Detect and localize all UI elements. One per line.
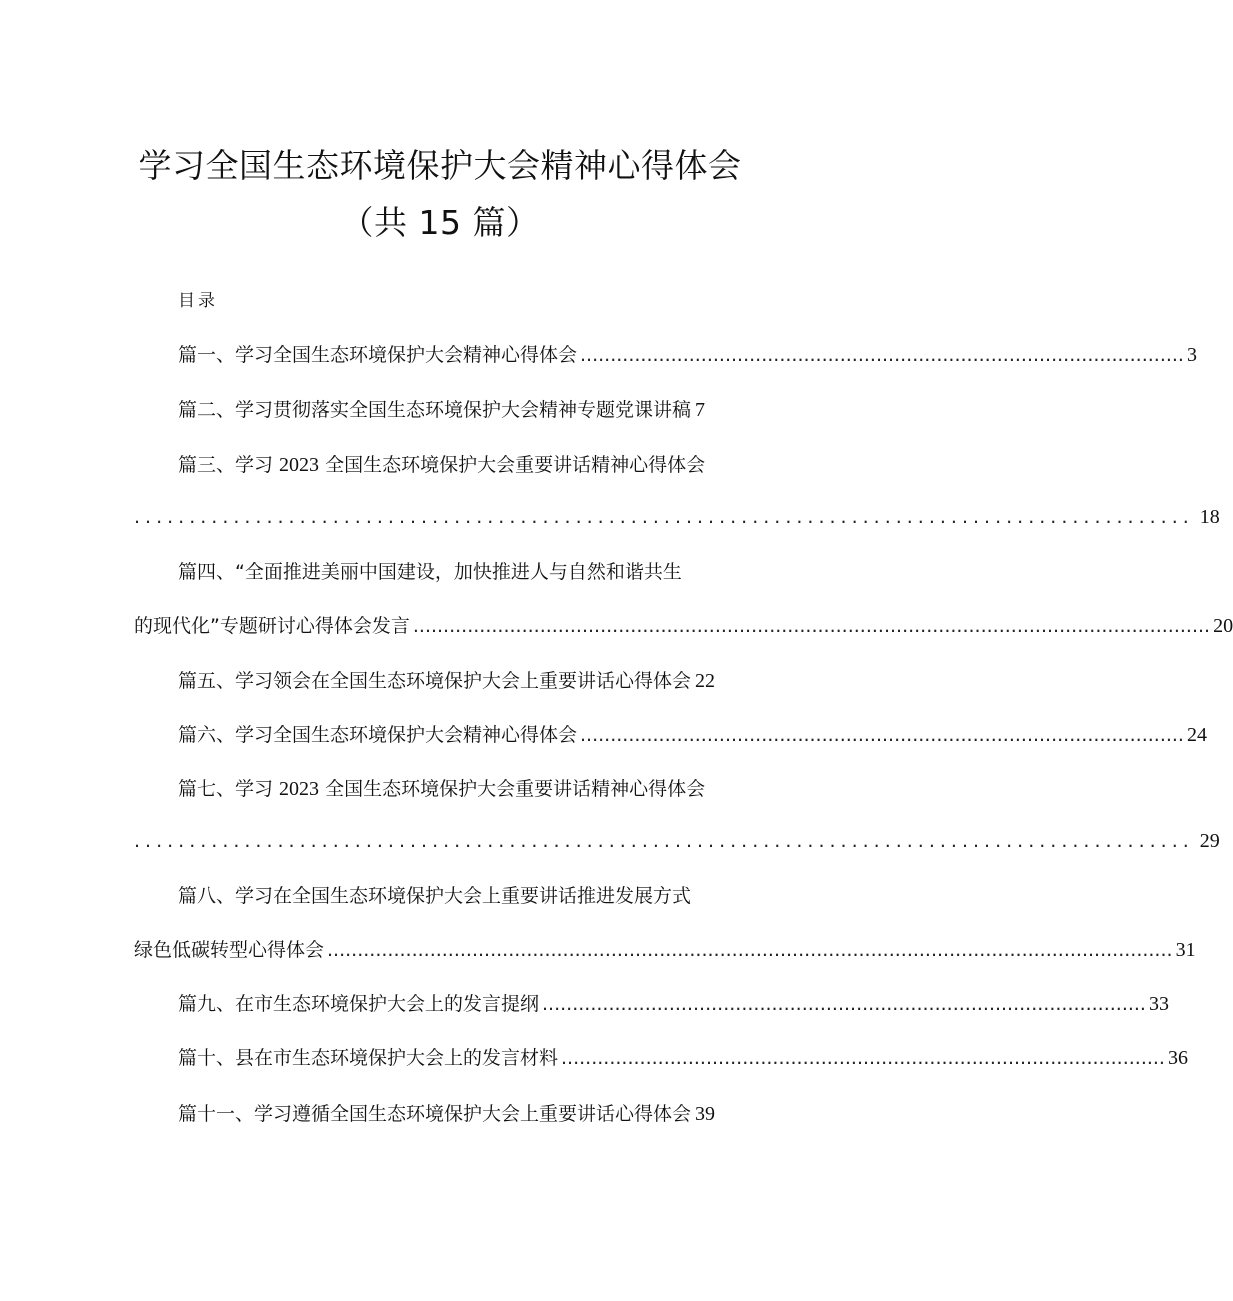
toc-entry-title: 篇二、学习贯彻落实全国生态环境保护大会精神专题党课讲稿 [178, 399, 692, 421]
toc-heading: 目录 [178, 291, 218, 311]
toc-page-number: 33 [1148, 993, 1169, 1015]
toc-entry-7-leader-line [134, 828, 1220, 854]
toc-page-number: 24 [1186, 724, 1207, 746]
toc-entry-title: 绿色低碳转型心得体会 [134, 939, 325, 961]
toc-entry-3[interactable] [178, 452, 705, 478]
toc-entry-title: 篇八、学习在全国生态环境保护大会上重要讲话推进发展方式 [178, 885, 692, 907]
toc-leader: .................................................................................................................................... [412, 615, 1211, 637]
document-title: 学习全国生态环境保护大会精神心得体会 [138, 146, 742, 185]
toc-entry-title: 篇七、学习 [178, 778, 280, 800]
toc-leader: .................................................................................................... [580, 724, 1184, 746]
toc-entry-2[interactable] [178, 397, 705, 423]
toc-entry-title: 全国生态环境保护大会重要讲话精神心得体会 [319, 454, 706, 476]
toc-page-number: 22 [695, 670, 716, 692]
toc-entry-year: 2023 [279, 454, 320, 476]
toc-page-number: 7 [695, 399, 706, 421]
toc-leader: .................................................................................................... [580, 344, 1184, 366]
toc-leader: ................................................................................................ [134, 506, 1194, 528]
toc-entry-title: 篇九、在市生态环境保护大会上的发言提纲 [178, 993, 540, 1015]
toc-page-number: 3 [1186, 344, 1197, 366]
toc-entry-title: 的现代化”专题研讨心得体会发言 [134, 615, 410, 637]
toc-entry-4[interactable] [178, 559, 682, 585]
toc-entry-11[interactable] [178, 1101, 715, 1127]
toc-entry-5[interactable] [178, 668, 715, 694]
toc-entry-title: 篇十、县在市生态环境保护大会上的发言材料 [178, 1047, 559, 1069]
document-subtitle: （共 15 篇） [340, 203, 540, 242]
toc-entry-8-line2[interactable] [134, 937, 1196, 963]
toc-entry-8[interactable] [178, 883, 691, 909]
toc-entry-year: 2023 [279, 778, 320, 800]
toc-entry-title: 篇三、学习 [178, 454, 280, 476]
toc-entry-title: 篇一、学习全国生态环境保护大会精神心得体会 [178, 344, 578, 366]
toc-entry-9[interactable] [178, 991, 1169, 1017]
toc-page-number: 29 [1199, 830, 1220, 852]
toc-leader: .................................................................................................... [542, 993, 1146, 1015]
toc-entry-title: 篇六、学习全国生态环境保护大会精神心得体会 [178, 724, 578, 746]
toc-entry-10[interactable] [178, 1045, 1188, 1071]
toc-page-number: 31 [1175, 939, 1196, 961]
toc-page-number: 39 [695, 1103, 716, 1125]
toc-leader: ............................................................................................................................................ [327, 939, 1173, 961]
toc-entry-title: 篇十一、学习遵循全国生态环境保护大会上重要讲话心得体会 [178, 1103, 692, 1125]
toc-entry-6[interactable] [178, 722, 1207, 748]
toc-entry-title: 篇五、学习领会在全国生态环境保护大会上重要讲话心得体会 [178, 670, 692, 692]
toc-entry-title: 全国生态环境保护大会重要讲话精神心得体会 [319, 778, 706, 800]
toc-leader: .................................................................................................... [561, 1047, 1165, 1069]
toc-entry-4-line2[interactable] [134, 613, 1233, 639]
toc-leader: ................................................................................................ [134, 830, 1194, 852]
toc-page-number: 18 [1199, 506, 1220, 528]
toc-entry-3-leader-line [134, 504, 1220, 530]
toc-page-number: 36 [1167, 1047, 1188, 1069]
toc-entry-title: 篇四、“全面推进美丽中国建设，加快推进人与自然和谐共生 [178, 561, 682, 583]
toc-entry-1[interactable] [178, 342, 1197, 368]
toc-page-number: 20 [1213, 615, 1233, 637]
toc-entry-7[interactable] [178, 776, 705, 802]
